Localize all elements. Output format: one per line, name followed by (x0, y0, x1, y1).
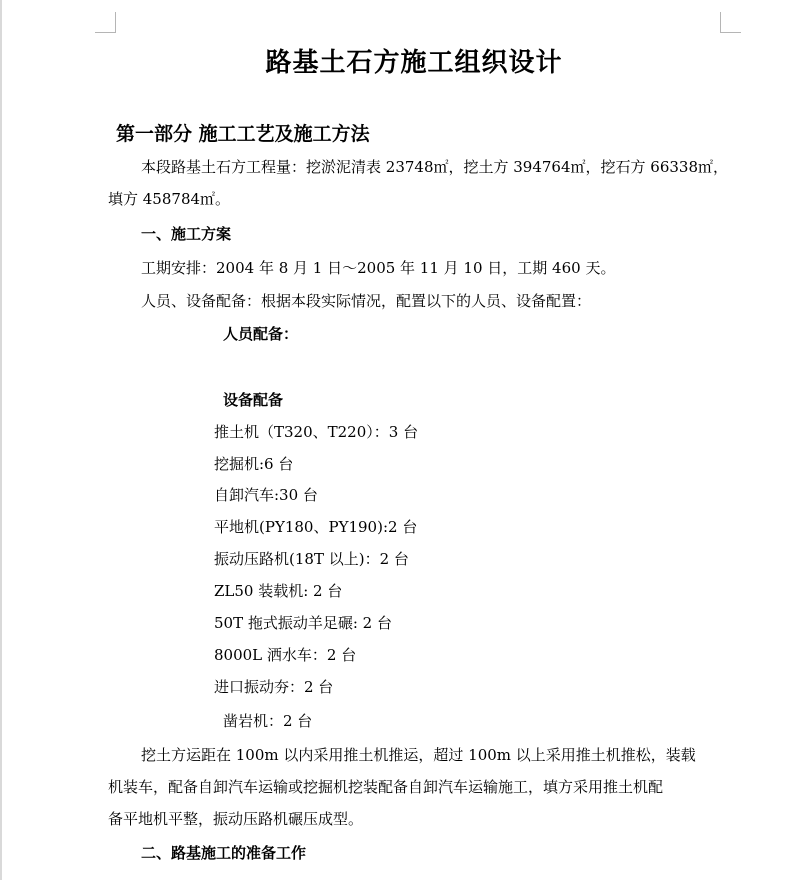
equipment-item: 挖掘机:6 台 (214, 455, 294, 473)
section1-heading: 一、施工方案 (141, 225, 232, 243)
equipment-item: 平地机(PY180、PY190):2 台 (214, 518, 418, 536)
intro-paragraph-line2: 填方 458784㎡。 (108, 190, 231, 208)
equipment-item: 进口振动夯：2 台 (214, 678, 334, 696)
equipment-item: 8000L 洒水车：2 台 (214, 646, 357, 664)
equipment-item: 凿岩机：2 台 (223, 712, 313, 730)
schedule-text: 工期安排：2004 年 8 月 1 日～2005 年 11 月 10 日，工期 460 天。 (141, 259, 616, 277)
personnel-heading: 人员配备： (223, 325, 299, 343)
page-edge (0, 0, 2, 880)
method-paragraph-line1: 挖土方运距在 100m 以内采用推土机推运，超过 100m 以上采用推土机推松，装载 (141, 746, 696, 764)
document-title: 路基土石方施工组织设计 (265, 48, 563, 78)
crop-mark-top-left (95, 12, 116, 33)
equipment-item: 推土机（T320、T220）：3 台 (214, 423, 419, 441)
equipment-item: 50T 拖式振动羊足碾: 2 台 (214, 614, 392, 632)
crop-mark-top-right (720, 12, 741, 33)
equipment-item: ZL50 装载机: 2 台 (214, 582, 343, 600)
method-paragraph-line3: 备平地机平整，振动压路机碾压成型。 (108, 810, 364, 828)
equipment-item: 振动压路机(18T 以上)：2 台 (214, 550, 409, 568)
intro-paragraph-line1: 本段路基土石方工程量：挖淤泥清表 23748㎡，挖土方 394764㎡，挖石方 66338㎡， (141, 158, 729, 176)
part1-heading: 第一部分 施工工艺及施工方法 (116, 123, 370, 145)
section2-heading: 二、路基施工的准备工作 (141, 844, 307, 862)
method-paragraph-line2: 机装车，配备自卸汽车运输或挖掘机挖装配备自卸汽车运输施工，填方采用推土机配 (108, 778, 664, 796)
equipment-item: 自卸汽车:30 台 (214, 486, 318, 504)
equipment-heading: 设备配备 (223, 391, 284, 409)
staffing-intro-text: 人员、设备配备：根据本段实际情况，配置以下的人员、设备配置： (141, 292, 592, 310)
